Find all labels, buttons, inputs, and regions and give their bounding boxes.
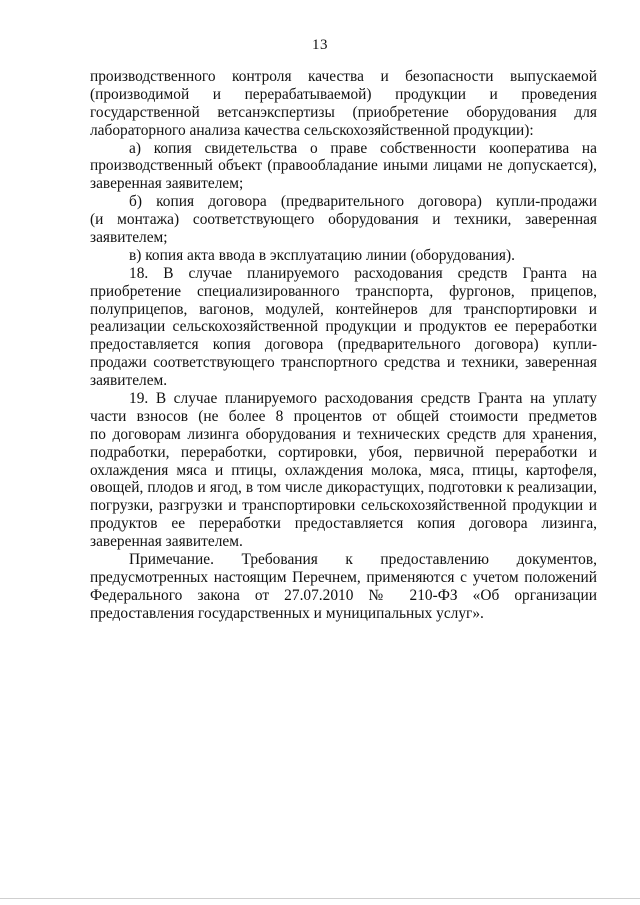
text-line: Федерального закона от 27.07.2010 № 210-ФЗ «Об организации bbox=[90, 586, 597, 604]
text-line: заверенная заявителем; bbox=[90, 175, 244, 193]
page-number: 13 bbox=[312, 37, 328, 53]
text-line: погрузки, разгрузки и транспортировки сельскохозяйственной продукции и bbox=[90, 497, 597, 515]
text-line: продажи соответствующего транспортного средства и техники, заверенная bbox=[90, 354, 597, 372]
text-line: 18. В случае планируемого расходования средств Гранта на bbox=[129, 264, 597, 282]
text-line: предоставляется копия договора (предварительного договора) купли- bbox=[90, 336, 597, 354]
text-line: производственного контроля качества и безопасности выпускаемой bbox=[90, 68, 597, 85]
text-line: полуприцепов, вагонов, модулей, контейнеров для транспортировки и bbox=[90, 300, 597, 318]
text-line: овощей, плодов и ягод, в том числе дикорастущих, подготовки к реализации, bbox=[90, 479, 597, 497]
text-line: заявителем; bbox=[90, 229, 168, 247]
text-line: по договорам лизинга оборудования и технических средств для хранения, bbox=[90, 425, 597, 443]
text-line: реализации сельскохозяйственной продукции и продуктов ее переработки bbox=[90, 318, 597, 336]
text-line: подработки, переработки, сортировки, убоя, первичной переработки и bbox=[90, 443, 597, 461]
text-line: заявителем. bbox=[90, 372, 168, 390]
text-line: б) копия договора (предварительного договора) купли-продажи bbox=[129, 193, 597, 211]
text-line: охлаждения мяса и птицы, охлаждения молока, мяса, птицы, картофеля, bbox=[90, 461, 597, 479]
text-line: (производимой и перерабатываемой) продукции и проведения bbox=[90, 85, 597, 103]
text-line: 19. В случае планируемого расходования средств Гранта на уплату bbox=[129, 390, 597, 408]
document-body bbox=[90, 68, 597, 623]
text-line: а) копия свидетельства о праве собственности кооператива на bbox=[129, 139, 597, 157]
text-line: (и монтажа) соответствующего оборудования и техники, заверенная bbox=[90, 211, 597, 229]
text-line: части взносов (не более 8 процентов от общей стоимости предметов bbox=[90, 407, 597, 425]
text-line: продуктов ее переработки предоставляется копия договора лизинга, bbox=[90, 515, 597, 533]
text-line: предоставления государственных и муниципальных услуг». bbox=[90, 604, 484, 622]
text-line: лабораторного анализа качества сельскохозяйственной продукции): bbox=[90, 121, 534, 139]
text-line: производственный объект (правообладание иными лицами не допускается), bbox=[90, 157, 597, 175]
text-line: в) копия акта ввода в эксплуатацию линии (оборудования). bbox=[129, 246, 515, 264]
text-line: Примечание. Требования к предоставлению документов, bbox=[129, 551, 597, 569]
text-line: заверенная заявителем. bbox=[90, 533, 243, 551]
page-bottom-edge bbox=[0, 898, 640, 899]
text-line: приобретение специализированного транспорта, фургонов, прицепов, bbox=[90, 282, 597, 300]
text-line: государственной ветсанэкспертизы (приобретение оборудования для bbox=[90, 103, 597, 121]
text-line: предусмотренных настоящим Перечнем, применяются с учетом положений bbox=[90, 568, 597, 586]
